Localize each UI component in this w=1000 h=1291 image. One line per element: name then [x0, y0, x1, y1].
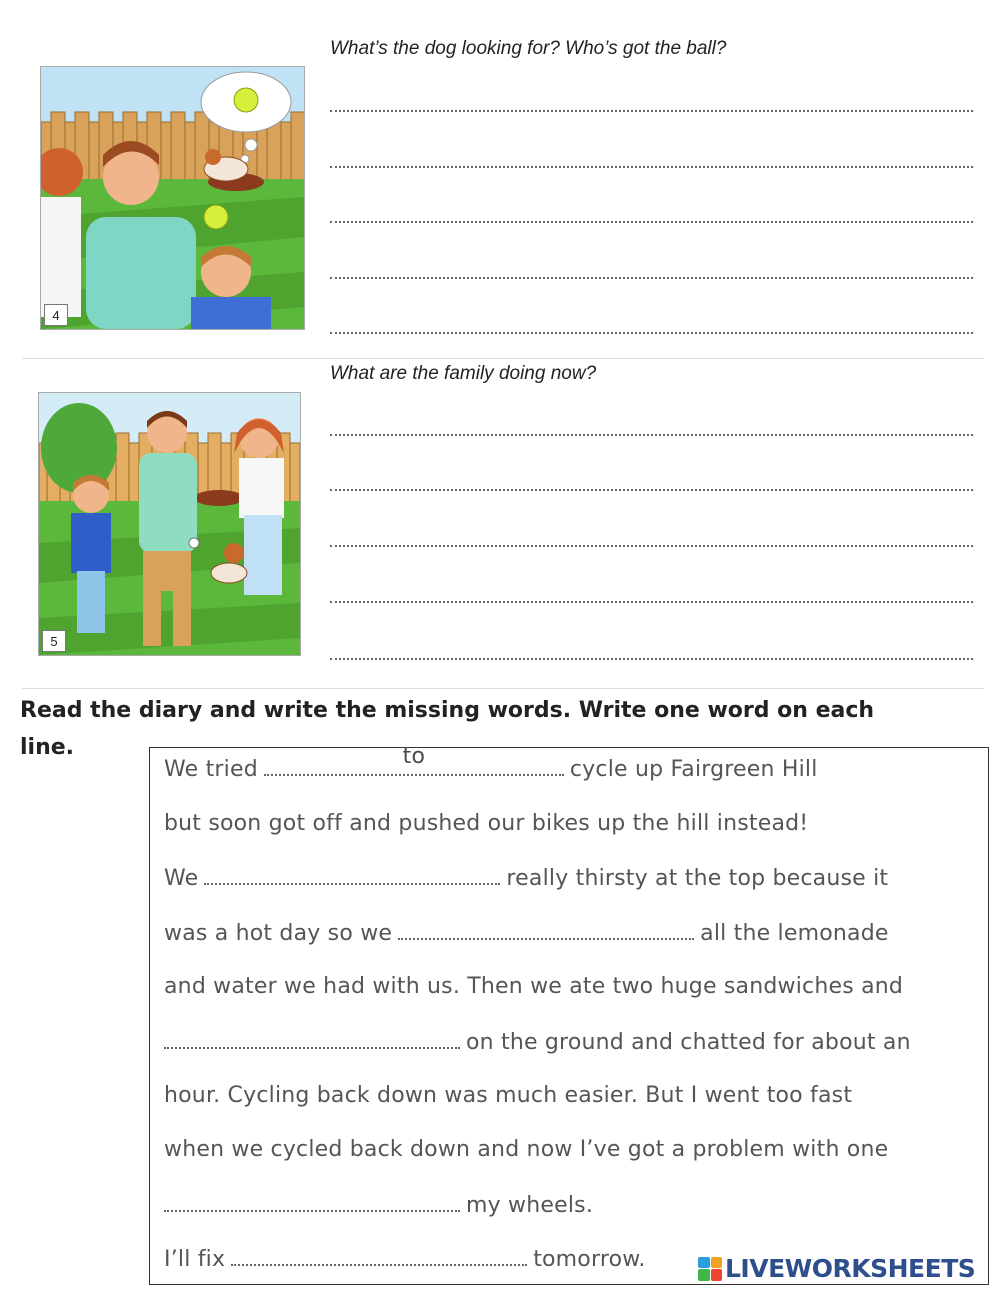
picture-number-badge: 5 [42, 630, 66, 652]
answer-line[interactable] [330, 277, 973, 279]
blank-answer: to [402, 744, 426, 769]
answer-line[interactable] [330, 545, 973, 547]
diary-line: my wheels. [164, 1192, 593, 1218]
answer-line[interactable] [330, 601, 973, 603]
liveworksheets-icon [698, 1257, 722, 1281]
answer-line[interactable] [330, 434, 973, 436]
answer-line[interactable] [330, 332, 973, 334]
diary-line: I’ll fix tomorrow. [164, 1247, 646, 1272]
diary-line: hour. Cycling back down was much easier. But I went too fast [164, 1083, 853, 1108]
illustration-family-playing [38, 392, 301, 656]
blank-input[interactable] [164, 1192, 460, 1212]
diary-text-box [149, 744, 989, 1285]
illustration-dog-looking-for-ball [40, 66, 305, 330]
section-divider [22, 688, 984, 689]
blank-input[interactable] [231, 1246, 527, 1266]
blank-input[interactable] [398, 920, 694, 940]
diary-line: but soon got off and pushed our bikes up the hill instead! [164, 811, 809, 836]
answer-line[interactable] [330, 221, 973, 223]
diary-line: on the ground and chatted for about an [164, 1029, 911, 1055]
question-dog-looking-for: What’s the dog looking for? Who’s got the ball? [330, 38, 727, 59]
picture-number-badge: 4 [44, 304, 68, 326]
answer-line[interactable] [330, 658, 973, 660]
diary-line: We tried to cycle up Fairgreen Hill [164, 744, 818, 782]
diary-line: when we cycled back down and now I’ve got a problem with one [164, 1137, 889, 1162]
blank-input[interactable] [164, 1029, 460, 1049]
answer-line[interactable] [330, 166, 973, 168]
answer-line[interactable] [330, 110, 973, 112]
question-family-doing-now: What are the family doing now? [330, 363, 597, 384]
blank-input[interactable] [204, 865, 500, 885]
logo-text: LIVEWORKSHEETS [725, 1254, 976, 1283]
blank-input[interactable] [264, 744, 564, 776]
diary-line: and water we had with us. Then we ate two huge sandwiches and [164, 974, 904, 999]
section-divider [22, 358, 984, 359]
diary-line: We really thirsty at the top because it [164, 866, 889, 891]
exercise-instructions: Read the diary and write the missing words. Write one word on each line. [20, 698, 875, 760]
liveworksheets-logo [698, 1254, 975, 1283]
answer-line[interactable] [330, 489, 973, 491]
diary-line: was a hot day so we all the lemonade [164, 921, 889, 946]
